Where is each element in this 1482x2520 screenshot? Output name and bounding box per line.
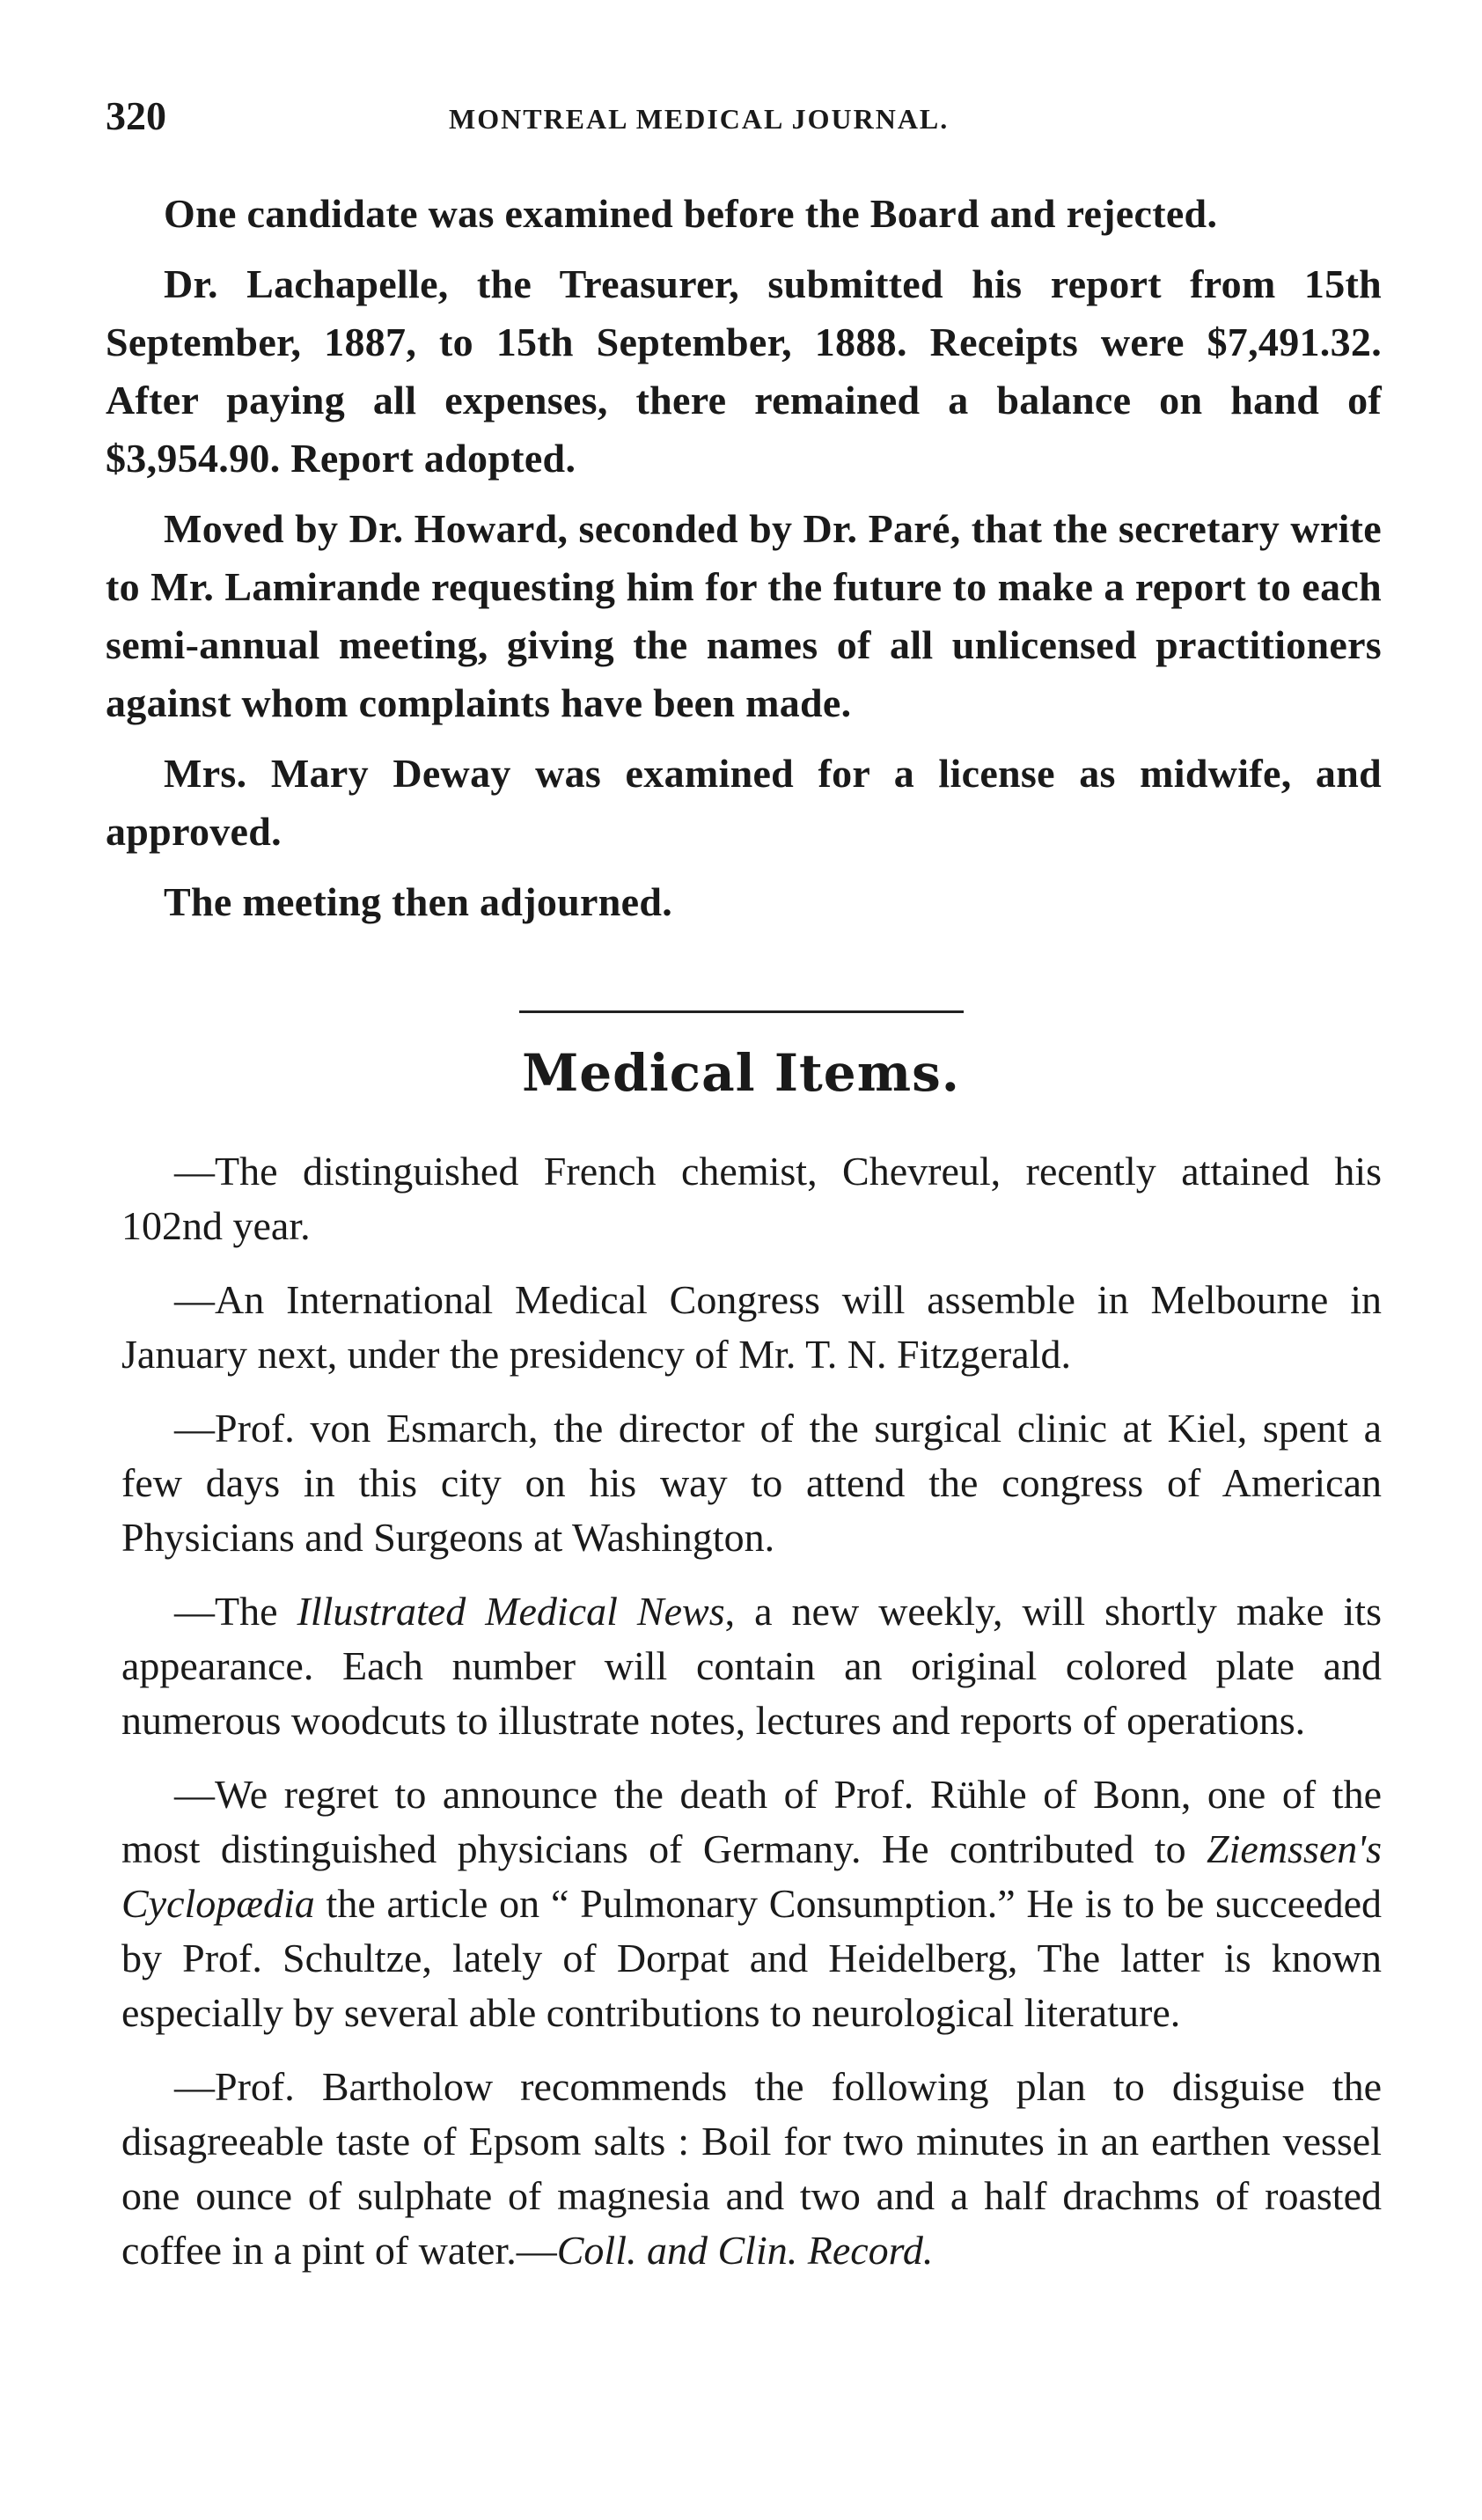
minutes-paragraph: Dr. Lachapelle, the Treasurer, submitted his report from 15th September, 1887, to 15th September, 1888. Receipts were $7,491.32. After paying all expenses, there remained a balance on hand of $3,954.90. Report adopted. [106, 261, 1382, 481]
board-minutes [106, 185, 1382, 944]
item-congress: —An International Medical Congress will assemble in Melbourne in January next, under the presidency of Mr. T. N. Fitzgerald. [121, 1277, 1382, 1377]
minutes-paragraph: The meeting then adjourned. [164, 879, 673, 924]
minutes-paragraph: Mrs. Mary Deway was examined for a license as midwife, and approved. [106, 751, 1382, 854]
item-bartholow [121, 2060, 1382, 2278]
minutes-paragraph: Moved by Dr. Howard, seconded by Dr. Paré, that the secretary write to Mr. Lamirande requesting him for the future to make a report to each semi-annual meeting, giving the names of all unlicensed practitioners against whom complaints have been made. [106, 506, 1382, 725]
page-number: 320 [106, 93, 166, 138]
item-text: —We regret to announce the death of Prof. Rühle of Bonn, one of the most distinguished physicians of Germany. He contributed to [121, 1772, 1382, 1871]
section-heading: Medical Items. [522, 1043, 960, 1103]
item-text: , a new weekly, will shortly make its appearance. Each number will contain an original colored plate and numerous woodcuts to illustrate notes, lectures and reports of operations. [121, 1589, 1382, 1743]
item-ruhle [121, 1767, 1382, 2040]
medical-items [121, 1144, 1382, 2297]
item-illustrated-news [121, 1584, 1382, 1748]
publication-title: Illustrated Medical News [297, 1589, 725, 1634]
item-text: —The [174, 1589, 297, 1634]
source-citation: Coll. and Clin. Record. [556, 2228, 934, 2273]
item-text: —Prof. Bartholow recommends the following plan to disguise the disagreeable taste of Epsom salts : Boil for two minutes in an earthen vessel one ounce of sulphate of magnesia and two and a half drachms of roasted coffee in a pint of water.— [121, 2064, 1382, 2273]
publication-title: Ziemssen's Cyclopædia [121, 1826, 1382, 1926]
running-head [106, 92, 1382, 145]
item-esmarch: —Prof. von Esmarch, the director of the surgical clinic at Kiel, spent a few days in this city on his way to attend the congress of American Physicians and Surgeons at Washington. [121, 1406, 1382, 1560]
minutes-paragraph: One candidate was examined before the Board and rejected. [164, 191, 1218, 236]
item-chevreul: —The distinguished French chemist, Chevreul, recently attained his 102nd year. [121, 1149, 1382, 1248]
section-divider [519, 1010, 964, 1013]
item-text: the article on “ Pulmonary Consumption.” He is to be succeeded by Prof. Schultze, lately of Dorpat and Heidelberg, The latter is known especially by several able contributions to neurological literature. [121, 1881, 1382, 2035]
journal-title: MONTREAL MEDICAL JOURNAL. [449, 103, 950, 135]
